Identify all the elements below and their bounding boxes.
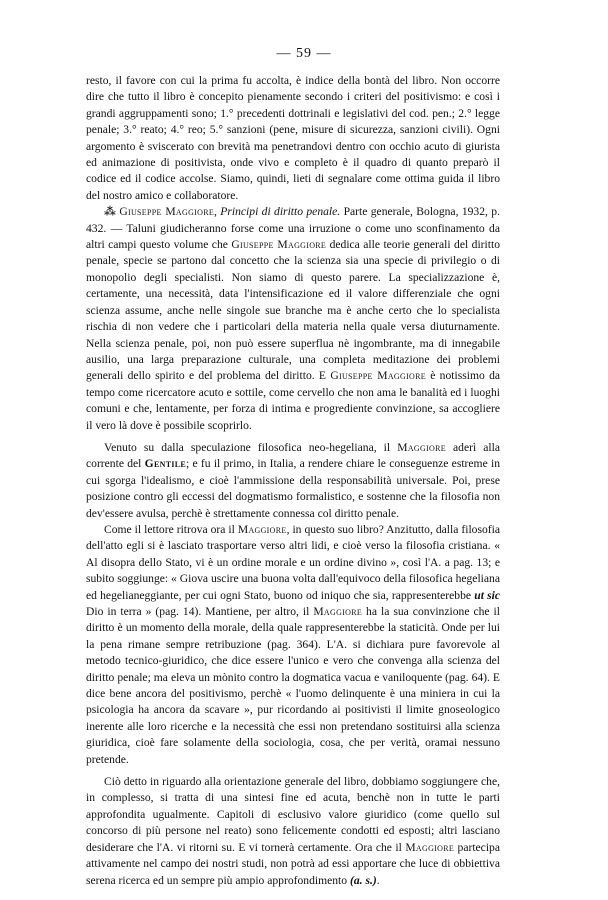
- paragraph-text: Come il lettore ritrova ora il: [104, 522, 235, 536]
- paragraph-positivism-book: [86, 73, 500, 204]
- paragraph-christian-philosophy: [86, 522, 500, 768]
- paragraph-text: Venuto su dalla speculazione filosofica neo-hegeliana, il: [104, 440, 391, 454]
- paragraph-text: resto, il favore con cui la prima fu accolta, è indice della bontà del libro. Non occorre dire che tutto il libro è concepito pienamente secondo i criteri del positivismo: e così i grandi aggruppamenti sono; 1.° precedenti dottrinali e legislativi del cod. pen.; 2.° legge penale; 3.° reato; 4.° reo; 5.° sanzioni (pene, misure di sicurezza, sanzioni civili). Ogni argomento è sviscerato con brevità ma penetrandovi dentro con occhio acuto di giurista ed animazione di positivista, onde vivo e completo è il quadro di quanto preparò il codice ed il codice accolse. Siamo, quindi, lieti di segnalare come ottima guida il libro del nostro amico e collaboratore.: [86, 74, 500, 202]
- author-name: Maggiore: [237, 522, 287, 536]
- asterism-icon: ⁂: [104, 205, 117, 219]
- page-number: — 59 —: [276, 46, 332, 61]
- paragraph-conclusion: [86, 774, 500, 889]
- latin-phrase: ut sic: [474, 588, 501, 602]
- author-name: Maggiore: [397, 440, 446, 454]
- review-author: Giuseppe Maggiore: [119, 205, 215, 219]
- paragraph-text: partecipa attivamente nel campo dei nostri studi, non potrà ad essi apportare che luce di obbiettiva serena ricerca ed un sempre più ampio approfondimento: [86, 840, 500, 887]
- paragraph-review-maggiore: ⁂ Giuseppe Maggiore, Principi di diritto penale. Parte generale, Bologna, 1932, p. 432. — Taluni giudicheranno forse come una irruzione o come uno sconfinamento da altri campi questo volume che Giuseppe Maggiore dedica alle teorie generali del diritto penale, specie se partono dal concetto che la scienza sia una specie di privilegio o di monopolio degli specialisti. Non siamo di questo parere. La specializzazione è, certamente, una necessità, data l'intensificazione ed il valore differenziale che ogni scienza assume, anche nelle singole sue branche ma è anche certo che lo specialista rischia di non vedere che i particolari della materia nella quale versa diuturnamente. Nella scienza penale, poi, non può essere superflua nè ingombrante, ma di innegabile ausilio, una larga preparazione culturale, una completa meditazione dei problemi generali dello spirito e del problema del diritto. E Giuseppe Maggiore è notissimo da tempo come ricercatore acuto e sottile, come cervello che non ama le banalità ed i luoghi comuni e che, lentamente, per forza di intima e progrediente convinzione, sa accogliere il vero là dove è possibile scoprirlo.: [86, 205, 501, 432]
- author-name: Maggiore: [405, 840, 455, 854]
- reviewer-signature: (a. s.): [350, 873, 377, 887]
- review-author-mention: Giuseppe Maggiore: [231, 238, 327, 252]
- philosopher-name: Gentile: [144, 457, 187, 471]
- paragraph-text: aderì alla corrente del: [86, 440, 500, 471]
- review-text: dedica alle teorie generali del diritto penale, specie se partono dal concetto che la scienza sia una specie di privilegio o di monopolio degli specialisti. Non siamo di questo parere. La specializzazione è, certamente, una necessità, data l'intensificazione ed il valore differenziale che ogni scienza assume, anche nelle singole sue branche ma è anche certo che lo specialista rischia di non vedere che i particolari della materia nella quale versa diuturnamente. Nella scienza penale, poi, non può essere superflua nè ingombrante, ma di innegabile ausilio, una larga preparazione culturale, una completa meditazione dei problemi generali dello spirito e del problema del diritto. E: [86, 238, 500, 383]
- paragraph-text: Dio in terra » (pag. 14). Mantiene, per altro, il: [86, 605, 310, 618]
- review-details: Parte generale, Bologna, 1932, p. 432. — Taluni giudicheranno forse come una irruzione o come uno sconfinamento da altri campi questo volume che: [86, 205, 500, 252]
- paragraph-text: .: [376, 873, 380, 887]
- review-book-title: Principi di diritto penale.: [220, 205, 341, 219]
- review-text-2: è notissimo da tempo come ricercatore acuto e sottile, come cervello che non ama le banalità ed i luoghi comuni e che, lentamente, per forza di intima e progrediente convinzione, sa accogliere il vero là dove è possibile scoprirlo.: [86, 369, 501, 432]
- paragraph-text: , in questo suo libro? Anzitutto, dalla filosofia dell'atto egli si è lasciato trasportare verso altri lidi, e cioè verso la filosofia cristiana. « Al disopra dello Stato, vi è un ordine morale e un ordine divino », così l'A. a pag. 13; e subito soggiunge: « Giova uscire una buona volta dall'equivoco della filosofica hegeliana ed hegelianeggiante, per cui ogni Stato, buono od iniquo che sia, rappresenterebbe: [86, 522, 501, 602]
- author-name: Maggiore: [313, 605, 363, 618]
- paragraph-hegelian: [86, 440, 500, 522]
- paragraph-text: ; e fu il primo, in Italia, a rendere chiare le conseguenze estreme in cui sgorga l'idealismo, e cioè l'ammissione della responsabilità universale. Poi, prese posizione contro gli eccessi del dogmatismo formalistico, e sostenne che la filosofia non dev'essere avulsa, perchè è strettamente connessa col diritto penale.: [86, 457, 500, 520]
- review-author-mention-2: Giuseppe Maggiore: [330, 369, 426, 383]
- paragraph-text: Ciò detto in riguardo alla orientazione generale del libro, dobbiamo soggiungere che, in complesso, si tratta di una sintesi fine ed acuta, benchè non in tutte le parti approfondita ugualmente. Capitoli di esclusivo valore giuridico (come quello sul concorso di più persone nel reato) sono felicemente condotti ed esposti; altri lasciano desiderare che l'A. vi ritorni su. E vi tornerà certamente. Ora che il: [86, 775, 500, 854]
- article-body: [86, 73, 500, 889]
- paragraph-text: ha la sua convinzione che il diritto è un momento della morale, della quale rappresenterebbe la staticità. Onde per lui la pena rimane sempre retribuzione (pag. 364). L'A. si dichiara pure favorevole al metodo tecnico-giuridico, che dice essere l'unico e vero che convenga alla scienza del diritto penale; ma eleva un mònito contro la dogmatica vacua e vaniloquente (pag. 64). E dice bene ancora del positivismo, perchè « l'uomo delinquente è una miniera in cui la psicologia ha ancora da scavare », pur ricordando ai positivisti il limite gnoseologico inerente alle loro ricerche e la necessità che essi non pretendano sostituirsi alla scienza giuridica, cioè fare solamente della sociologia, cosa, che per verità, oramai nessuno pretende.: [86, 605, 500, 766]
